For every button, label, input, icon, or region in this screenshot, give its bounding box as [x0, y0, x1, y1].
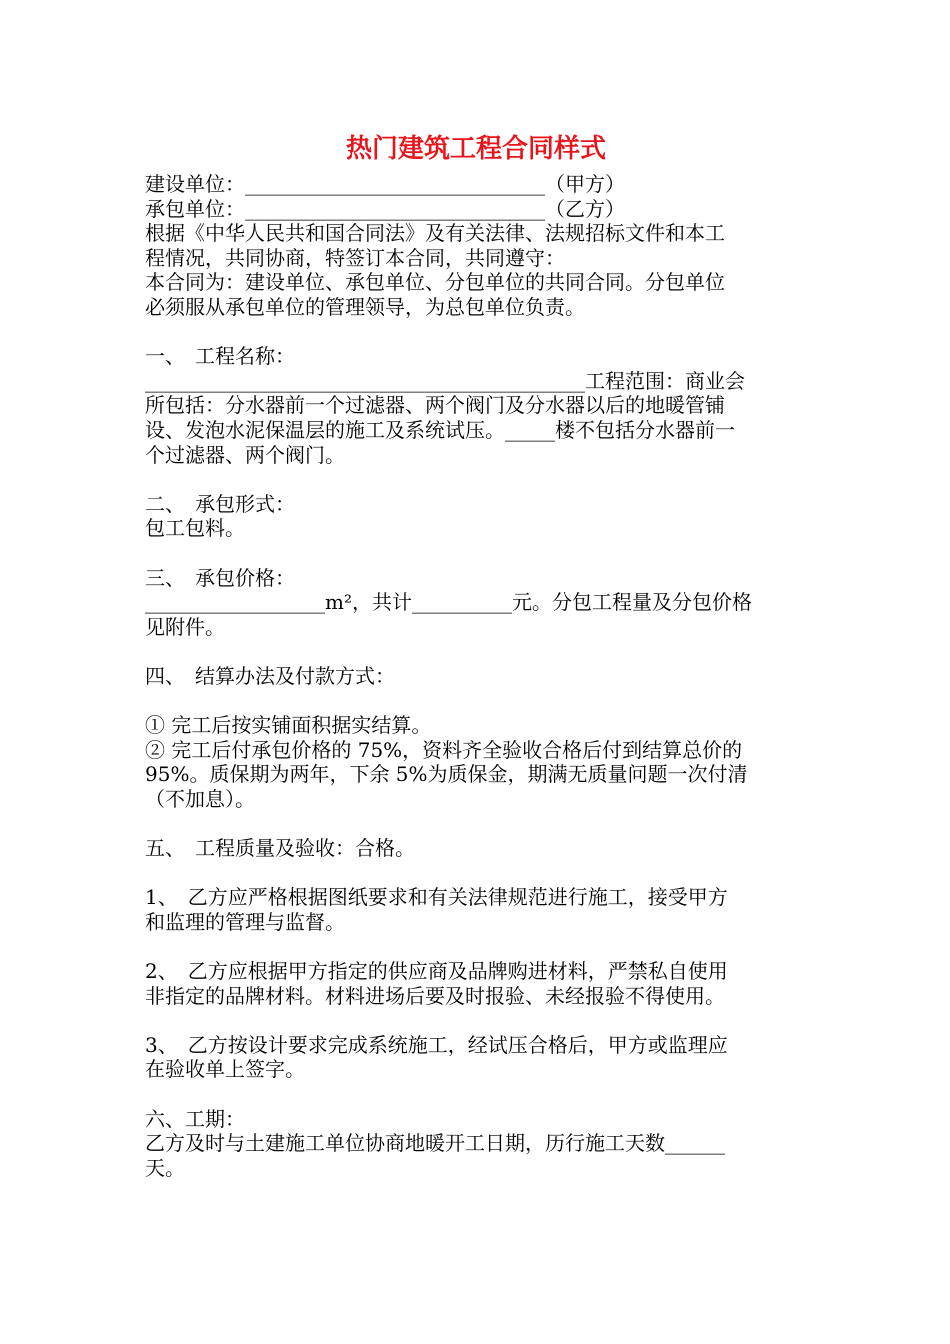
document-line: 本合同为：建设单位、承包单位、分包单位的共同合同。分包单位: [145, 270, 725, 295]
document-line: 承包单位：______________________________（乙方）: [145, 196, 625, 221]
document-line: __________________m²，共计__________元。分包工程量及分包价格: [145, 590, 752, 615]
blank-line: [145, 639, 807, 664]
document-line: 95%。质保期为两年，下余 5%为质保金，期满无质量问题一次付清: [145, 762, 748, 787]
document-line: 四、 结算办法及付款方式：: [145, 663, 395, 688]
document-line: 必须服从承包单位的管理领导，为总包单位负责。: [145, 294, 585, 319]
document-line: 天。: [145, 1155, 185, 1180]
document-line: 1、 乙方应严格根据图纸要求和有关法律规范进行施工，接受甲方: [145, 885, 728, 910]
document-line: 3、 乙方按设计要求完成系统施工，经试压合格后，甲方或监理应: [145, 1032, 728, 1057]
blank-line: [145, 811, 807, 836]
blank-line: [145, 1082, 807, 1107]
document-line: 个过滤器、两个阀门。: [145, 442, 345, 467]
document-line: 2、 乙方应根据甲方指定的供应商及品牌购进材料，严禁私自使用: [145, 959, 728, 983]
document-line: 和监理的管理与监督。: [145, 909, 345, 934]
document-line: 所包括：分水器前一个过滤器、两个阀门及分水器以后的地暖管铺: [145, 393, 725, 418]
blank-line: [145, 688, 807, 713]
blank-line: [145, 1008, 807, 1033]
document-line: 五、 工程质量及验收：合格。: [145, 836, 415, 861]
blank-line: [145, 541, 807, 566]
document-line: 根据《中华人民共和国合同法》及有关法律、法规招标文件和本工: [145, 221, 725, 246]
document-line: 一、 工程名称：: [145, 344, 295, 369]
document-line: ____________________________________________工程范围：商业会: [145, 368, 745, 393]
document-line: ② 完工后付承包价格的 75%，资料齐全验收合格后付到结算总价的: [145, 737, 743, 762]
document-line: 在验收单上签字。: [145, 1057, 305, 1082]
blank-line: [145, 467, 807, 492]
document-title: 热门建筑工程合同样式: [345, 134, 606, 164]
document-line: 包工包料。: [145, 516, 245, 541]
document-line: （不加息）。: [145, 786, 255, 811]
blank-line: [145, 861, 807, 886]
blank-line: [145, 934, 807, 959]
document-body: [145, 172, 807, 1180]
blank-line: [145, 320, 807, 345]
document-line: 设、发泡水泥保温层的施工及系统试压。_____楼不包括分水器前一: [145, 417, 735, 442]
document-line: 二、 承包形式：: [145, 491, 295, 516]
document-line: 乙方及时与土建施工单位协商地暖开工日期，历行施工天数______: [145, 1131, 725, 1156]
contract-page: [145, 128, 807, 1180]
document-line: 三、 承包价格：: [145, 565, 295, 590]
document-line: 六、工期：: [145, 1106, 245, 1131]
document-line: 程情况，共同协商，特签订本合同，共同遵守：: [145, 245, 565, 270]
document-line: 非指定的品牌材料。材料进场后要及时报验、未经报验不得使用。: [145, 983, 725, 1008]
document-line: 建设单位：______________________________（甲方）: [145, 172, 625, 196]
document-line: ① 完工后按实铺面积据实结算。: [145, 713, 432, 738]
document-line: 见附件。: [145, 614, 225, 639]
